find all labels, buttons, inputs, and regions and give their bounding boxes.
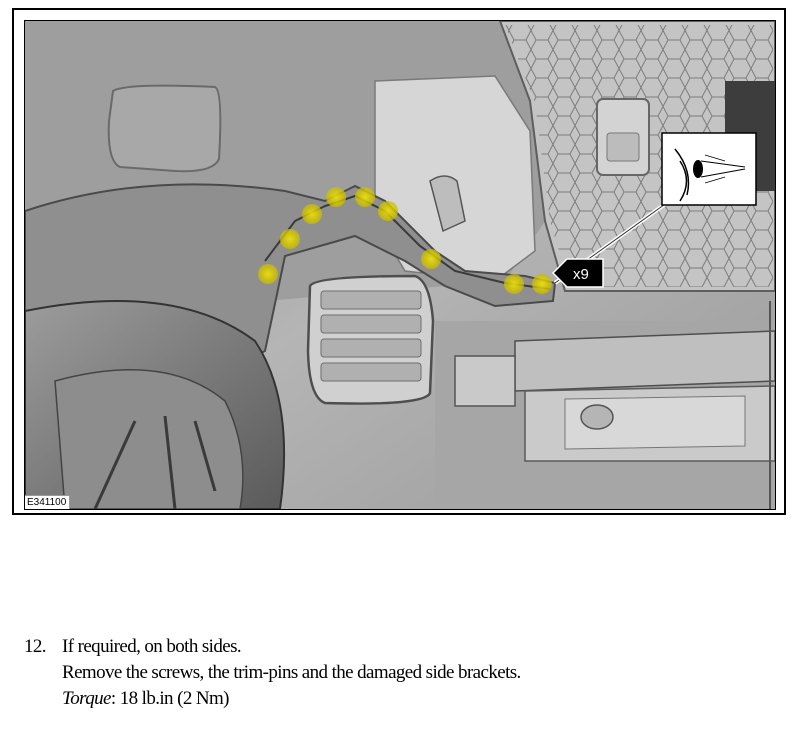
figure-id-label: E341100 bbox=[25, 495, 70, 509]
torque-value: 18 lb.in (2 Nm) bbox=[115, 688, 229, 709]
illustration-frame bbox=[12, 8, 786, 515]
eye-view-icon bbox=[662, 133, 756, 205]
quantity-callout-label: x9 bbox=[573, 266, 589, 283]
vehicle-illustration bbox=[24, 20, 776, 510]
fastener-highlight bbox=[504, 274, 524, 294]
step-action-text: Remove the screws, the trim-pins and the damaged side brackets. bbox=[62, 662, 521, 683]
fastener-highlight bbox=[302, 204, 322, 224]
torque-label: Torque bbox=[62, 688, 111, 709]
torque-spec bbox=[62, 686, 762, 712]
fastener-highlight bbox=[280, 229, 300, 249]
step-instructions bbox=[62, 634, 762, 712]
fastener-highlight bbox=[258, 264, 278, 284]
fastener-highlight bbox=[421, 249, 441, 269]
rear-wheel-arch-drawing bbox=[25, 21, 775, 509]
step-condition-text: If required, on both sides. bbox=[62, 636, 242, 657]
fastener-highlight bbox=[532, 274, 552, 294]
torque-separator: : bbox=[110, 688, 116, 709]
fastener-highlight bbox=[326, 187, 346, 207]
step-number: 12. bbox=[24, 636, 46, 657]
fastener-highlight bbox=[378, 201, 398, 221]
fastener-highlight bbox=[355, 187, 375, 207]
